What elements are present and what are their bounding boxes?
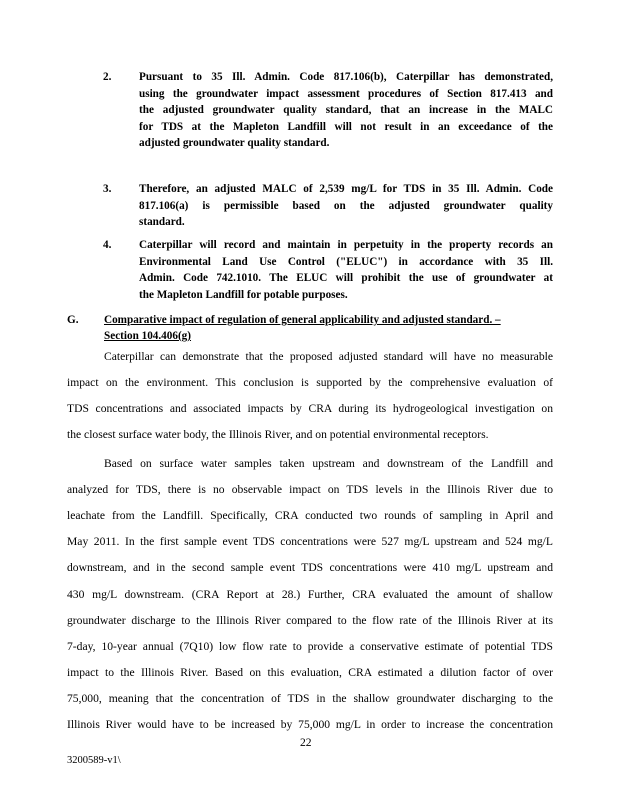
item-text-line: the adjusted groundwater quality standard, that an increase in the MALC (139, 104, 553, 116)
document-id: 3200589-v1\ (67, 755, 121, 766)
item-text-line: adjusted groundwater quality standard. (139, 137, 330, 149)
item-text-line: 817.106(a) is permissible based on the adjusted groundwater quality (139, 199, 553, 212)
item-number: 2. (103, 71, 112, 83)
section-heading-line-2: Section 104.406(g) (104, 330, 192, 342)
paragraph-line: groundwater discharge to the Illinois River compared to the flow rate of the Illinois River at its (67, 613, 553, 627)
paragraph-line: impact to the Illinois River. Based on this evaluation, CRA estimated a dilution factor of over (67, 665, 553, 679)
item-text-line: Admin. Code 742.1010. The ELUC will prohibit the use of groundwater at (139, 272, 553, 284)
paragraph-line: Based on surface water samples taken upstream and downstream of the Landfill and (104, 457, 553, 470)
paragraph-line: 430 mg/L downstream. (CRA Report at 28.) Further, CRA evaluated the amount of shallow (67, 587, 553, 601)
item-text-line: Caterpillar will record and maintain in perpetuity in the property records an (139, 239, 553, 251)
item-number: 3. (103, 183, 112, 195)
item-text-line: for TDS at the Mapleton Landfill will not result in an exceedance of the (139, 120, 553, 133)
paragraph-line: Illinois River would have to be increased by 75,000 mg/L in order to increase the concentration (67, 718, 553, 731)
paragraph-line: 75,000, meaning that the concentration of TDS in the shallow groundwater discharging to the (67, 691, 553, 705)
paragraph-line: May 2011. In the first sample event TDS concentrations were 527 mg/L upstream and 524 mg/L (67, 535, 553, 549)
item-text-line: standard. (139, 216, 185, 228)
paragraph-line: analyzed for TDS, there is no observable impact on TDS levels in the Illinois River due to (67, 483, 553, 497)
item-text-line: Environmental Land Use Control ("ELUC") in accordance with 35 Ill. (139, 255, 553, 268)
paragraph-line: the closest surface water body, the Illinois River, and on potential environmental receptors. (67, 428, 489, 442)
paragraph-line: downstream, and in the second sample event TDS concentrations were 410 mg/L upstream and (67, 561, 553, 575)
paragraph-line: Caterpillar can demonstrate that the proposed adjusted standard will have no measurable (104, 350, 553, 363)
paragraph-line: 7-day, 10-year annual (7Q10) low flow rate to provide a conservative estimate of potential TDS (67, 639, 553, 653)
item-text-line: Pursuant to 35 Ill. Admin. Code 817.106(b), Caterpillar has demonstrated, (139, 71, 553, 83)
paragraph-line: leachate from the Landfill. Specifically, CRA conducted two rounds of sampling in April and (67, 509, 553, 523)
paragraph-line: TDS concentrations and associated impacts by CRA during its hydrogeological investigation on (67, 402, 553, 416)
section-heading-line-1: Comparative impact of regulation of general applicability and adjusted standard. – (104, 314, 501, 326)
item-number: 4. (103, 239, 112, 251)
item-text-line: Therefore, an adjusted MALC of 2,539 mg/L for TDS in 35 Ill. Admin. Code (139, 183, 553, 195)
item-text-line: using the groundwater impact assessment procedures of Section 817.413 and (139, 87, 553, 100)
item-text-line: the Mapleton Landfill for potable purposes. (139, 288, 348, 301)
section-letter: G. (67, 314, 79, 326)
page-number: 22 (300, 736, 312, 749)
paragraph-line: impact on the environment. This conclusion is supported by the comprehensive evaluation of (67, 376, 553, 390)
